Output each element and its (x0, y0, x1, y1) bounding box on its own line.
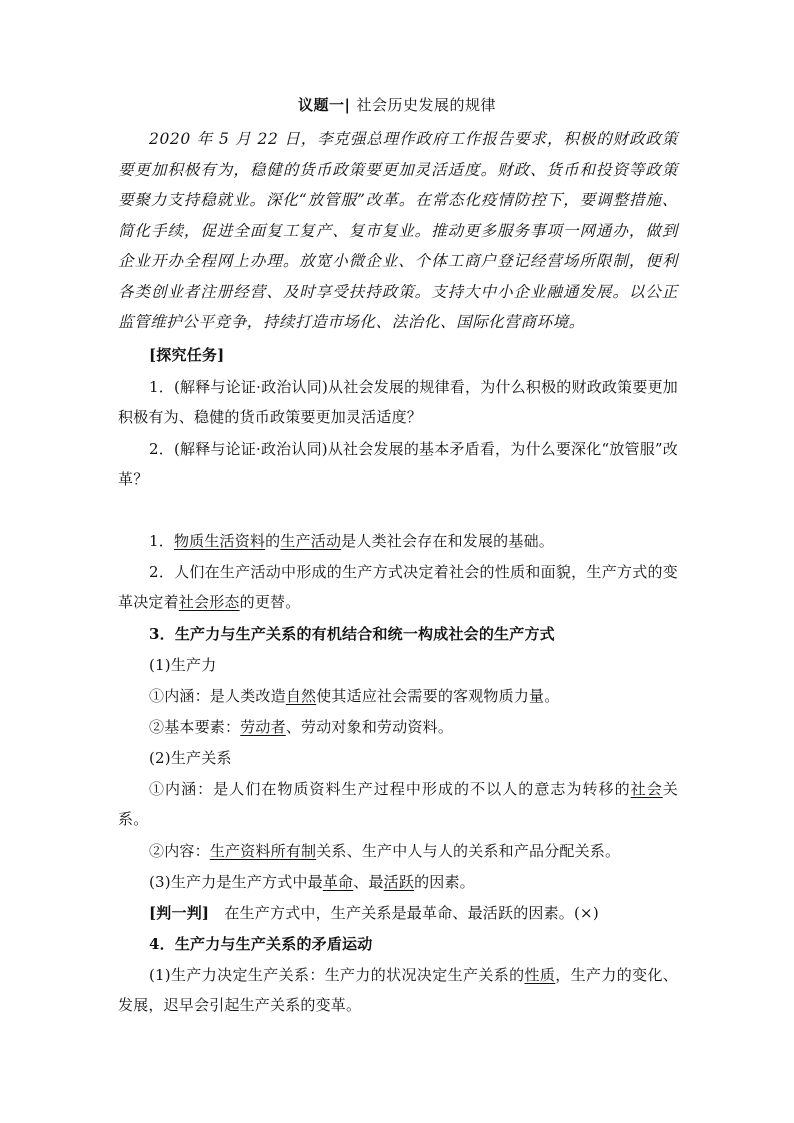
point-3-2-a (118, 774, 678, 834)
judge-label: [判一判] (149, 904, 210, 922)
point-4-1-pre: (1)生产力决定生产关系：生产力的状况决定生产关系的 (149, 966, 525, 984)
point-2-text-b: 的更替。 (239, 593, 301, 611)
page-title (0, 94, 794, 115)
intro-paragraph: 2020 年 5 月 22 日，李克强总理作政府工作报告要求，积极的财政政策要更加积极有为，稳健的货币政策要更加灵活适度。财政、货币和投资等政策要聚力支持稳就业。深化“放管服”改革。在常态化疫情防控下，要调整措施、简化手续，促进全面复工复产、复市复业。推动更多服务事项一网通办，做到企业开办全程网上办理。放宽小微企业、个体工商户登记经营场所限制，便利各类创业者注册经营、及时享受扶持政策。支持大中小企业融通发展。以公正监管维护公平竞争，持续打造市场化、法治化、国际化营商环境。 (118, 130, 678, 331)
point-3-1-a-pre: ①内涵：是人类改造 (149, 687, 286, 705)
point-2-term: 社会形态 (178, 593, 240, 611)
point-3-heading: 3．生产力与生产关系的有机结合和统一构成社会的生产方式 (149, 625, 555, 643)
point-3-2-a-pre: ①内涵：是人们在物质资料生产过程中形成的不以人的意志为转移的 (149, 780, 631, 798)
point-3-3 (118, 867, 678, 897)
point-3-2-a-term: 社会 (630, 780, 663, 798)
title-main: 议题一| (298, 96, 351, 114)
tasks-heading: [探究任务] (149, 346, 225, 364)
judge-item (118, 898, 678, 928)
title-sub: 社会历史发展的规律 (356, 96, 496, 114)
point-1 (118, 526, 678, 556)
point-3-2-b (118, 836, 678, 866)
point-3-1-b-post: 、劳动对象和劳动资料。 (285, 718, 454, 736)
point-3-1-heading: (1)生产力 (149, 656, 217, 674)
point-2 (118, 557, 678, 617)
point-4-1-term: 性质 (524, 966, 556, 984)
point-3-2-heading: (2)生产关系 (149, 749, 232, 767)
point-1-number: 1． (149, 532, 174, 550)
point-3-1-b (118, 712, 678, 742)
point-2-text-a: 人们在生产活动中形成的生产方式决定着社会的性质和面貌，生产方式的变革决定着 (118, 563, 678, 611)
point-1-term-2: 生产活动 (280, 532, 342, 550)
point-2-number: 2． (149, 563, 175, 581)
point-1-text-a: 的 (265, 532, 281, 550)
point-3-1-b-term: 劳动者 (240, 718, 286, 736)
point-3-1-a (118, 681, 678, 711)
point-3-3-term-1: 革命 (322, 873, 354, 891)
judge-text: 在生产方式中，生产关系是最革命、最活跃的因素。(×) (209, 904, 599, 922)
point-3-3-mid: 、最 (353, 873, 384, 891)
point-4-1-post: ，生产力的变化、发展，迟早会引起生产关系的变革。 (118, 966, 679, 1014)
task-question-1: 1．(解释与论证·政治认同)从社会发展的规律看，为什么积极的财政政策要更加积极有为、稳健的货币政策要更加灵活适度？ (118, 378, 678, 426)
point-1-term-1: 物质生活资料 (173, 532, 266, 550)
point-3-1-a-post: 使其适应社会需要的客观物质力量。 (316, 687, 560, 705)
point-3-1-b-pre: ②基本要素： (149, 718, 241, 736)
point-3-2-b-post: 关系、生产中人与人的关系和产品分配关系。 (316, 842, 621, 860)
point-3-3-post: 的因素。 (414, 873, 475, 891)
point-3-3-pre: (3)生产力是生产方式中最 (149, 873, 323, 891)
point-4-heading: 4．生产力与生产关系的矛盾运动 (149, 935, 373, 953)
point-3-1-a-term: 自然 (285, 687, 317, 705)
task-question-2: 2．(解释与论证·政治认同)从社会发展的基本矛盾看，为什么要深化“放管服”改革？ (118, 440, 678, 488)
point-3-2-b-term: 生产资料所有制 (209, 842, 317, 860)
point-4-1 (118, 960, 678, 1020)
point-3-2-b-pre: ②内容： (149, 842, 210, 860)
point-3-3-term-2: 活跃 (383, 873, 415, 891)
point-1-text-b: 是人类社会存在和发展的基础。 (341, 532, 554, 550)
point-3-2-a-post: 关系。 (118, 780, 678, 828)
